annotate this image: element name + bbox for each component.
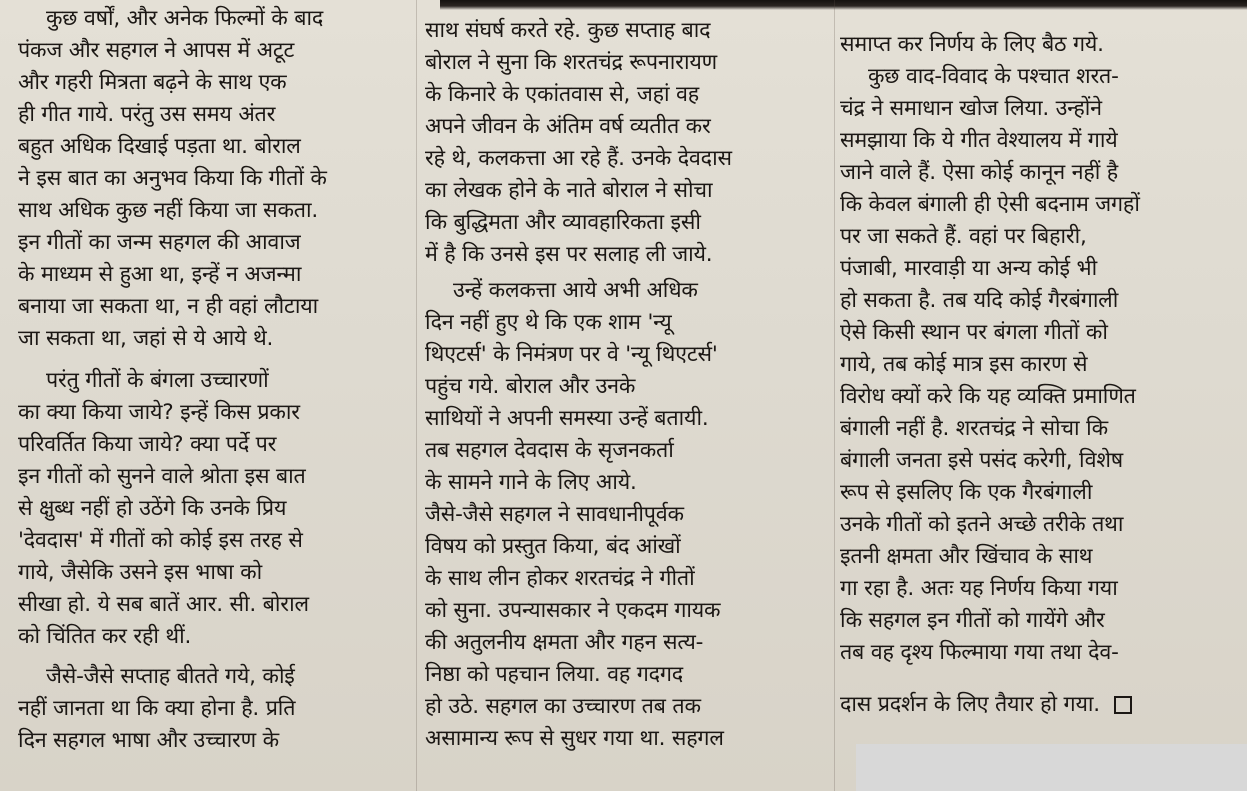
text-line: कुछ वाद-विवाद के पश्चात शरत- [868,64,1119,89]
column-divider [416,0,417,791]
text-line: के माध्यम से हुआ था, इन्हें न अजन्मा [18,262,302,287]
text-line: गाये, तब कोई मात्र इस कारण से [840,352,1088,377]
text-line: रहे थे, कलकत्ता आ रहे हैं. उनके देवदास [425,146,732,171]
text-line: विरोध क्यों करे कि यह व्यक्ति प्रमाणित [840,384,1136,409]
text-line: बंगाली नहीं है. शरतचंद्र ने सोचा कि [840,416,1108,441]
text-line: बहुत अधिक दिखाई पड़ता था. बोराल [18,134,301,159]
text-line: इतनी क्षमता और खिंचाव के साथ [840,544,1093,569]
text-line: इन गीतों को सुनने वाले श्रोता इस बात [18,464,306,489]
text-line: का लेखक होने के नाते बोराल ने सोचा [425,178,713,203]
text-line: विषय को प्रस्तुत किया, बंद आंखों [425,534,681,559]
text-line: साथ अधिक कुछ नहीं किया जा सकता. [18,198,319,223]
text-line: दिन नहीं हुए थे कि एक शाम 'न्यू [425,310,672,335]
text-line: से क्षुब्ध नहीं हो उठेंगे कि उनके प्रिय [18,496,287,521]
text-line: हो सकता है. तब यदि कोई गैरबंगाली [840,288,1119,313]
text-line: के सामने गाने के लिए आये. [425,470,637,495]
text-line: पंजाबी, मारवाड़ी या अन्य कोई भी [840,256,1097,281]
text-line: में है कि उनसे इस पर सलाह ली जाये. [425,242,713,267]
text-line: की अतुलनीय क्षमता और गहन सत्य- [425,630,704,655]
text-line: गाये, जैसेकि उसने इस भाषा को [18,560,263,585]
text-line: तब वह दृश्य फिल्माया गया तथा देव- [840,640,1119,665]
text-line: दास प्रदर्शन के लिए तैयार हो गया. [840,692,1100,717]
text-line: चंद्र ने समाधान खोज लिया. उन्होंने [840,96,1102,121]
text-line: जैसे-जैसे सहगल ने सावधानीपूर्वक [425,502,684,527]
text-line: उनके गीतों को इतने अच्छे तरीके तथा [840,512,1124,537]
text-line: जा सकता था, जहां से ये आये थे. [18,326,274,351]
text-line: पंकज और सहगल ने आपस में अटूट [18,38,295,63]
text-line: जाने वाले हैं. ऐसा कोई कानून नहीं है [840,160,1118,185]
end-of-article-box-icon [1114,696,1132,714]
text-line: को चिंतित कर रही थीं. [18,624,192,649]
text-line: ने इस बात का अनुभव किया कि गीतों के [18,166,327,191]
text-line: हो उठे. सहगल का उच्चारण तब तक [425,694,701,719]
text-line: साथ संघर्ष करते रहे. कुछ सप्ताह बाद [425,18,711,43]
text-line: उन्हें कलकत्ता आये अभी अधिक [453,278,698,303]
text-line: परंतु गीतों के बंगला उच्चारणों [46,368,269,393]
text-line: साथियों ने अपनी समस्या उन्हें बतायी. [425,406,709,431]
text-line: को सुना. उपन्यासकार ने एकदम गायक [425,598,721,623]
text-line: कुछ वर्षों, और अनेक फिल्मों के बाद [46,6,324,31]
text-line: समझाया कि ये गीत वेश्यालय में गाये [840,128,1118,153]
text-line: कि केवल बंगाली ही ऐसी बदनाम जगहों [840,192,1140,217]
text-line: जैसे-जैसे सप्ताह बीतते गये, कोई [46,664,295,689]
text-line: बोराल ने सुना कि शरतचंद्र रूपनारायण [425,50,717,75]
text-line: कि सहगल इन गीतों को गायेंगे और [840,608,1105,633]
text-line: ऐसे किसी स्थान पर बंगला गीतों को [840,320,1108,345]
text-line: 'देवदास' में गीतों को कोई इस तरह से [18,528,303,553]
text-line-final [840,690,1132,720]
text-line: कि बुद्धिमता और व्यावहारिकता इसी [425,210,701,235]
text-line: अपने जीवन के अंतिम वर्ष व्यतीत कर [425,114,711,139]
text-line: और गहरी मित्रता बढ़ने के साथ एक [18,70,287,95]
text-line: इन गीतों का जन्म सहगल की आवाज [18,230,301,255]
text-line: नहीं जानता था कि क्या होना है. प्रति [18,696,296,721]
text-line: के किनारे के एकांतवास से, जहां वह [425,82,699,107]
text-line: पहुंच गये. बोराल और उनके [425,374,636,399]
text-line: के साथ लीन होकर शरतचंद्र ने गीतों [425,566,695,591]
text-line: तब सहगल देवदास के सृजनकर्ता [425,438,674,463]
text-line: निष्ठा को पहचान लिया. वह गदगद [425,662,683,687]
text-line: बंगाली जनता इसे पसंद करेगी, विशेष [840,448,1124,473]
blank-gray-area [856,744,1247,791]
text-line: थिएटर्स' के निमंत्रण पर वे 'न्यू थिएटर्स' [425,342,718,367]
column-divider [834,0,835,791]
text-line: रूप से इसलिए कि एक गैरबंगाली [840,480,1093,505]
text-line: गा रहा है. अतः यह निर्णय किया गया [840,576,1118,601]
text-line: असामान्य रूप से सुधर गया था. सहगल [425,726,724,751]
text-line: का क्या किया जाये? इन्हें किस प्रकार [18,400,300,425]
text-line: सीखा हो. ये सब बातें आर. सी. बोराल [18,592,309,617]
text-line: ही गीत गाये. परंतु उस समय अंतर [18,102,276,127]
text-line: दिन सहगल भाषा और उच्चारण के [18,728,279,753]
text-line: बनाया जा सकता था, न ही वहां लौटाया [18,294,319,319]
text-line: समाप्त कर निर्णय के लिए बैठ गये. [840,32,1104,57]
text-line: पर जा सकते हैं. वहां पर बिहारी, [840,224,1087,249]
text-line: परिवर्तित किया जाये? क्या पर्दे पर [18,432,277,457]
top-shadow-band [440,0,1247,10]
